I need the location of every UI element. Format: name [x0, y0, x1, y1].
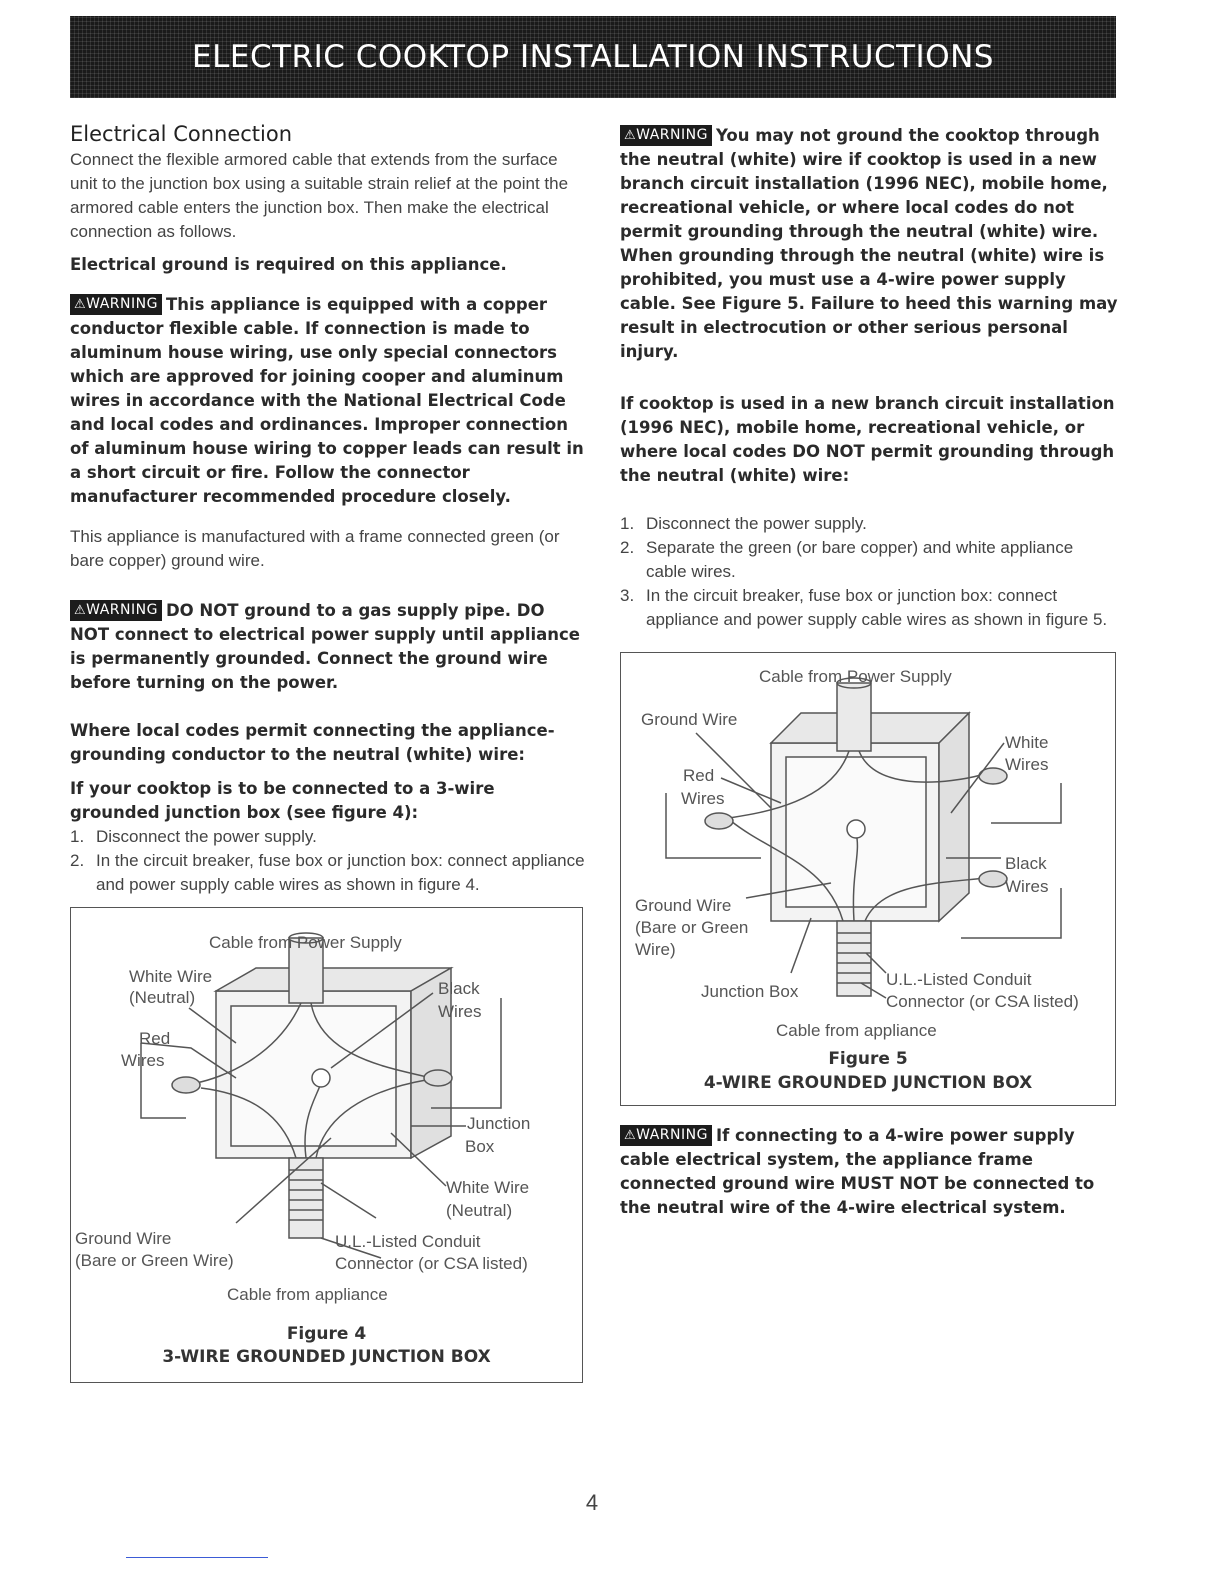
list-item: 1. Disconnect the power supply.: [70, 827, 317, 846]
label-white-wire: White Wire: [129, 967, 213, 986]
label-cable-appliance: Cable from appliance: [776, 1021, 937, 1040]
list-item: 1. Disconnect the power supply.: [620, 514, 867, 533]
label-bare-green: (Bare or Green Wire): [75, 1251, 234, 1270]
warning-triangle-icon: ⚠: [624, 128, 637, 143]
warning-triangle-icon: ⚠: [74, 603, 87, 618]
step-list-3wire: [70, 825, 585, 897]
title-banner: [70, 16, 1116, 98]
warning-triangle-icon: ⚠: [74, 297, 87, 312]
ground-required-note: Electrical ground is required on this appliance.: [70, 255, 507, 274]
label-black: Black: [438, 979, 480, 998]
warning-gas-pipe: ⚠WARNING DO NOT ground to a gas supply pipe. DO NOT connect to electrical power supply until appliance is permanently grounded. Connect the ground wire before turning on the power.: [70, 601, 580, 692]
right-column: [620, 118, 1118, 1220]
warning-triangle-icon: ⚠: [624, 1128, 637, 1143]
label-red: Red: [683, 766, 715, 785]
label-box: Box: [465, 1137, 495, 1156]
label-black: Black: [1005, 854, 1047, 873]
label-red-wires: Wires: [681, 789, 725, 808]
warning-badge: ⚠WARNING: [620, 1125, 712, 1146]
figure-4-number: Figure 4: [286, 1324, 367, 1344]
label-ul-conduit: U.L.-Listed Conduit: [335, 1232, 481, 1251]
figure-4: [70, 907, 583, 1383]
label-connector: Connector (or CSA listed): [335, 1254, 528, 1273]
footer-rule: [126, 1557, 268, 1558]
new-branch-note: If cooktop is used in a new branch circuit installation (1996 NEC), mobile home, recreational vehicle, or where local codes DO NOT permit grounding through the neutral (white) wire:: [620, 394, 1115, 485]
warning-badge: ⚠WARNING: [70, 600, 162, 621]
section-heading: Electrical Connection: [70, 122, 293, 146]
three-wire-note: If your cooktop is to be connected to a 3-wire grounded junction box (see figure 4):: [70, 779, 495, 822]
label-black-wires: Wires: [438, 1002, 482, 1021]
figure-5: [620, 652, 1116, 1106]
label-red: Red: [139, 1029, 171, 1048]
label-cable-power: Cable from Power Supply: [759, 667, 952, 686]
label-ground-wire-2: Ground Wire: [635, 896, 732, 915]
figure-5-number: Figure 5: [828, 1049, 908, 1069]
page-title: ELECTRIC COOKTOP INSTALLATION INSTRUCTIONS: [192, 39, 994, 75]
label-neutral-2: (Neutral): [446, 1201, 513, 1220]
list-item: 3. In the circuit breaker, fuse box or junction box: connect appliance and power supply cable wires as shown in figure 5.: [620, 586, 1108, 629]
warning-aluminum: ⚠WARNING This appliance is equipped with a copper conductor flexible cable. If connection is made to aluminum house wiring, use only special connectors which are approved for joining cooper and aluminum wires in accordance with the National Electrical Code and local codes and ordinances. Improper connection of aluminum house wiring to copper leads can result in a short circuit or fire. Follow the connector manufacturer recommended procedure closely.: [70, 295, 584, 506]
label-bare-green: (Bare or Green: [635, 918, 749, 937]
figure-4-title: 3-WIRE GROUNDED JUNCTION BOX: [162, 1347, 491, 1367]
list-item: 2. In the circuit breaker, fuse box or junction box: connect appliance and power supply cable wires as shown in figure 4.: [70, 851, 585, 894]
label-white-wire-2: White Wire: [446, 1178, 530, 1197]
label-cable-power: Cable from Power Supply: [209, 933, 402, 952]
step-list-4wire: [620, 512, 1118, 632]
label-neutral: (Neutral): [129, 988, 196, 1007]
label-ground-wire: Ground Wire: [641, 710, 738, 729]
label-ul-conduit: U.L.-Listed Conduit: [886, 970, 1032, 989]
label-ground-wire: Ground Wire: [75, 1229, 172, 1248]
label-white-wires: Wires: [1005, 755, 1049, 774]
frame-note: This appliance is manufactured with a frame connected green (or bare copper) ground wire.: [70, 527, 560, 570]
label-junction: Junction: [467, 1114, 531, 1133]
label-black-wires: Wires: [1005, 877, 1049, 896]
warning-4wire: ⚠WARNING If connecting to a 4-wire power supply cable electrical system, the appliance frame connected ground wire MUST NOT be connected to the neutral wire of the 4-wire electrical system.: [620, 1126, 1095, 1217]
intro-paragraph: Connect the flexible armored cable that extends from the surface unit to the junction box using a suitable strain relief at the point the armored cable enters the junction box. Then make the electrical connection as follows.: [70, 150, 569, 241]
page-number: 4: [585, 1490, 599, 1515]
label-white: White: [1005, 733, 1049, 752]
label-junction-box: Junction Box: [701, 982, 799, 1001]
label-wire: Wire): [635, 940, 676, 959]
local-codes-note: Where local codes permit connecting the appliance-grounding conductor to the neutral (white) wire:: [70, 721, 555, 764]
left-column: [70, 118, 585, 1383]
list-item: 2. Separate the green (or bare copper) and white appliance cable wires.: [620, 538, 1074, 581]
warning-badge: ⚠WARNING: [620, 125, 712, 146]
warning-neutral-ground: ⚠WARNING You may not ground the cooktop through the neutral (white) wire if cooktop is used in a new branch circuit installation (1996 NEC), mobile home, recreational vehicle, or where local codes do not permit grounding through the neutral (white) wire. When grounding through the neutral (white) wire is prohibited, you must use a 4-wire power supply cable. See Figure 5. Failure to heed this warning may result in electrocution or other serious personal injury.: [620, 126, 1118, 361]
label-red-wires: Wires: [121, 1051, 165, 1070]
figure-5-title: 4-WIRE GROUNDED JUNCTION BOX: [703, 1073, 1033, 1093]
label-cable-appliance: Cable from appliance: [227, 1285, 388, 1304]
label-connector: Connector (or CSA listed): [886, 992, 1079, 1011]
warning-badge: ⚠WARNING: [70, 294, 162, 315]
